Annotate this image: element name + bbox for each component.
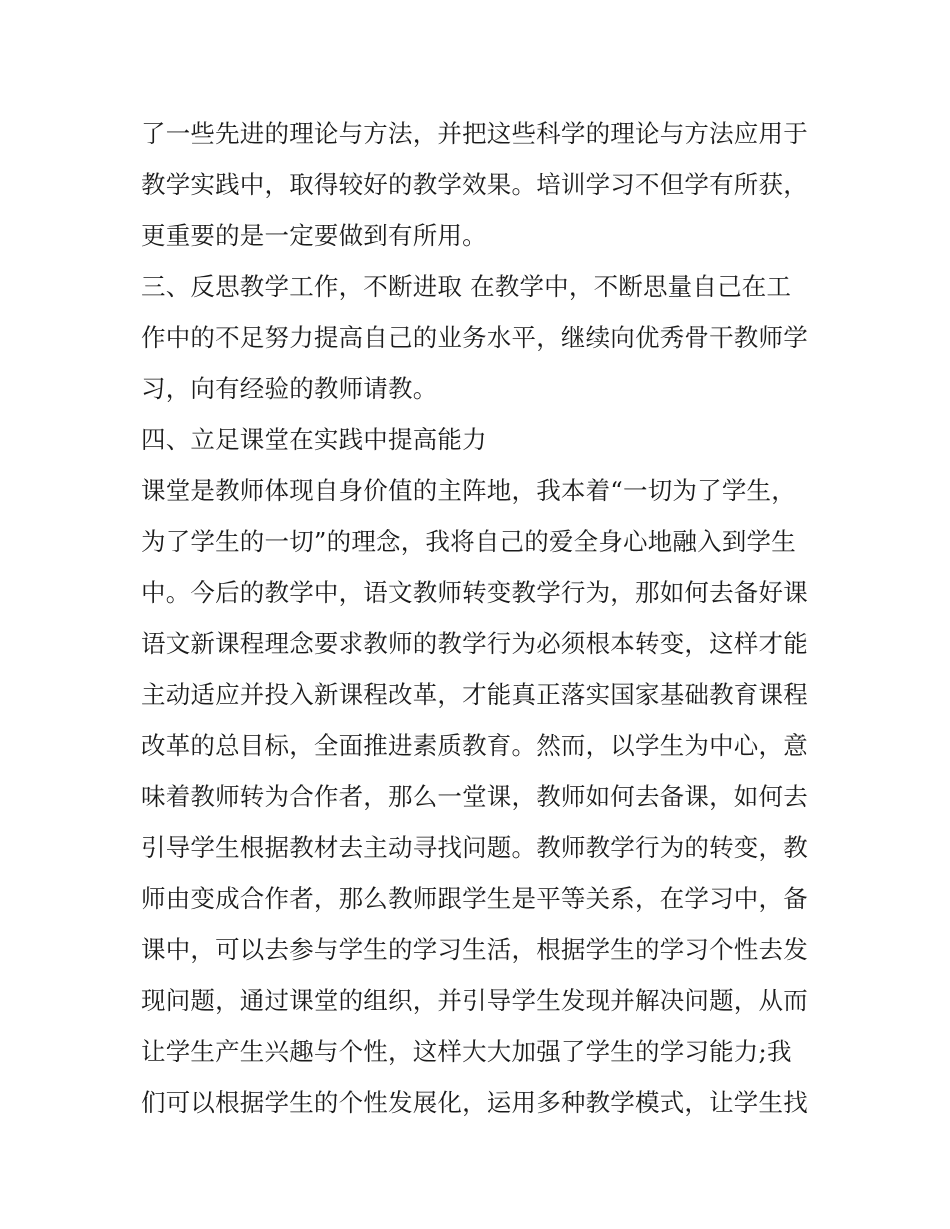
text-line: 课中，可以去参与学生的学习生活，根据学生的学习个性去发 [141, 935, 808, 964]
text-line: 让学生产生兴趣与个性，这样大大加强了学生的学习能力;我 [141, 1037, 792, 1066]
section-heading-4: 四、立足课堂在实践中提高能力 [141, 425, 487, 454]
text-line: 为了学生的一切”的理念，我将自己的爱全身心地融入到学生 [141, 527, 796, 556]
document-body [141, 108, 821, 1128]
text-line: 语文新课程理念要求教师的教学行为必须根本转变，这样才能 [141, 629, 808, 658]
section-heading-3: 三、反思教学工作，不断进取 在教学中，不断思量自己在工 [141, 272, 792, 301]
text-line: 作中的不足努力提高自己的业务水平，继续向优秀骨干教师学 [141, 323, 808, 352]
text-line: 中。今后的教学中，语文教师转变教学行为，那如何去备好课 [141, 578, 808, 607]
text-line: 引导学生根据教材去主动寻找问题。教师教学行为的转变，教 [141, 833, 808, 862]
text-line: 改革的总目标，全面推进素质教育。然而，以学生为中心，意 [141, 731, 808, 760]
text-line: 现问题，通过课堂的组织，并引导学生发现并解决问题，从而 [141, 986, 808, 1015]
text-line: 们可以根据学生的个性发展化，运用多种教学模式，让学生找 [141, 1088, 808, 1117]
text-line: 习，向有经验的教师请教。 [141, 374, 438, 403]
text-line: 了一些先进的理论与方法，并把这些科学的理论与方法应用于 [141, 119, 808, 148]
text-line: 师由变成合作者，那么教师跟学生是平等关系，在学习中，备 [141, 884, 808, 913]
text-line: 主动适应并投入新课程改革，才能真正落实国家基础教育课程 [141, 680, 808, 709]
text-line: 味着教师转为合作者，那么一堂课，教师如何去备课，如何去 [141, 782, 808, 811]
text-line: 更重要的是一定要做到有所用。 [141, 221, 487, 250]
text-line: 教学实践中，取得较好的教学效果。培训学习不但学有所获， [141, 170, 808, 199]
text-line: 课堂是教师体现自身价值的主阵地，我本着“一切为了学生， [141, 476, 796, 505]
